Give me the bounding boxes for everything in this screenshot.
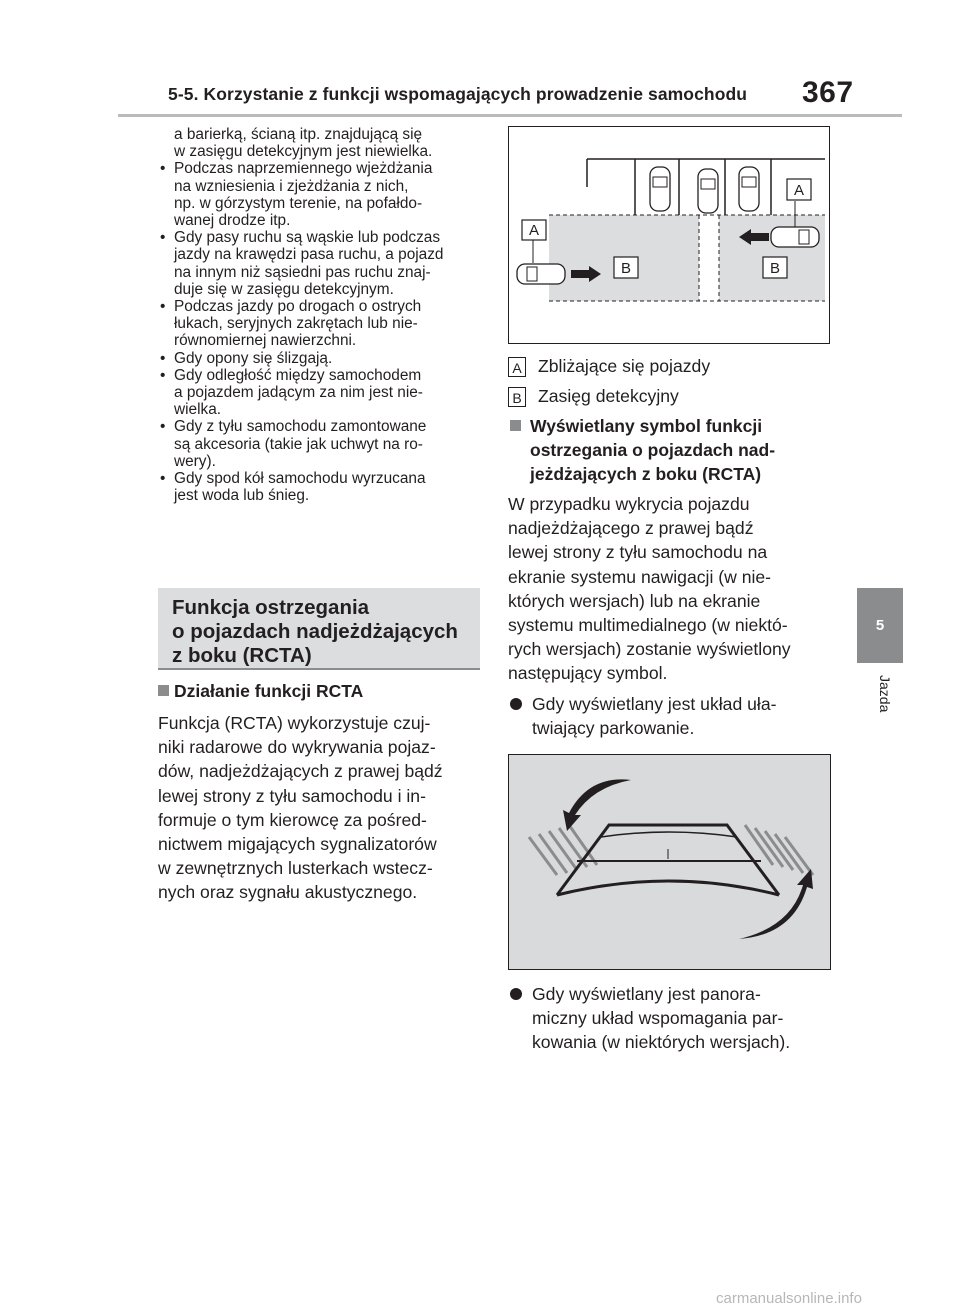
bullet-item: • Gdy spod kół samochodu wyrzucana jest woda lub śnieg. <box>160 470 426 505</box>
page-number: 367 <box>802 76 854 109</box>
callout-a-right <box>787 179 811 200</box>
subheading-rcta-operation: Działanie funkcji RCTA <box>158 681 363 702</box>
round-bullet-icon <box>510 988 522 1000</box>
bullet-marker: • <box>160 366 166 384</box>
chapter-label: Jazda <box>877 675 893 713</box>
right-warning-stripes <box>745 825 813 875</box>
square-bullet-icon <box>510 420 521 431</box>
rcta-description: Funkcja (RCTA) wykorzystuje czuj- niki radarowe do wykrywania pojaz- dów, nadjeżdżających z prawej bądź lewej strony z tyłu samochodu i in- formuje o tym kierowcę za pośred- nictwem migających sygnalizatorów w zewnętrznych lusterkach wstecz- nych oraz sygnału akustycznego. <box>158 713 443 903</box>
conditions-list <box>158 126 480 504</box>
square-bullet-icon <box>158 685 169 696</box>
rear-camera-screen <box>508 754 831 970</box>
callout-b-right <box>763 257 787 278</box>
svg-text:A: A <box>793 182 805 199</box>
approaching-car-right <box>771 227 819 247</box>
round-bullet-icon <box>510 698 522 710</box>
bullet-marker: • <box>160 418 166 436</box>
running-header: 5-5. Korzystanie z funkcji wspomagających prowadzenie samochodu <box>168 84 748 104</box>
chapter-tab[interactable]: 5 <box>857 588 903 663</box>
bullet-panoramic-monitor: Gdy wyświetlany jest panora- miczny układ wspomagania par- kowania (w niektórych wersjach). <box>508 982 830 1054</box>
legend-key: A <box>508 357 526 377</box>
legend-item-a: A Zbliżające się pojazdy <box>508 355 710 377</box>
rcta-symbol-description: W przypadku wykrycia pojazdu nadjeżdżającego z prawej bądź lewej strony z tyłu samochodu na ekranie systemu nawigacji (w nie- których wersjach) lub na ekranie systemu multimedialnego (w niektó- rych wersjach) zostanie wyświetlony następujący symbol. <box>508 494 791 684</box>
bullet-item: • Gdy z tyłu samochodu zamontowane są akcesoria (takie jak uchwyt na ro- wery). <box>160 418 427 470</box>
bullet-item: • Podczas jazdy po drogach o ostrych łukach, seryjnych zakrętach lub nie- równomiernej nawierzchni. <box>160 298 422 350</box>
rcta-detection-diagram <box>508 126 830 344</box>
parked-car <box>739 167 759 211</box>
callout-b-left <box>614 257 638 278</box>
curved-arrow-icon <box>563 779 631 831</box>
bullet-item: • Podczas naprzemiennego wjeżdżania na wzniesienia i zjeżdżania z nich, np. w górzystym terenie, na pofałdo- wanej drodze itp. <box>160 160 433 230</box>
parking-diagram-svg <box>509 127 829 343</box>
list-item: w zasięgu detekcyjnym jest niewielka. <box>174 143 433 161</box>
section-title: Funkcja ostrzegania o pojazdach nadjeżdżających z boku (RCTA) <box>172 596 458 667</box>
bullet-item: • Gdy opony się ślizgają. <box>160 349 333 367</box>
header-divider <box>118 114 902 117</box>
left-warning-stripes <box>529 825 597 875</box>
parked-car <box>698 169 718 213</box>
watermark: carmanualsonline.info <box>716 1290 862 1307</box>
bullet-item: • Gdy odległość między samochodem a pojazdem jadącym za nim jest nie- wielka. <box>160 366 423 419</box>
section-title-box <box>158 588 480 670</box>
bullet-marker: • <box>160 298 166 316</box>
approaching-car-left <box>517 264 565 284</box>
parked-car <box>650 167 670 211</box>
callout-a-left <box>522 220 546 240</box>
bullet-marker: • <box>160 349 166 367</box>
list-item: a barierką, ścianą itp. znajdującą się <box>174 126 423 143</box>
legend-item-b: B Zasięg detekcyjny <box>508 385 679 407</box>
svg-text:A: A <box>528 222 540 239</box>
bullet-marker: • <box>160 160 166 178</box>
bullet-marker: • <box>160 229 166 247</box>
subheading-rcta-symbol: Wyświetlany symbol funkcji ostrzegania o pojazdach nad- jeżdżających z boku (RCTA) <box>508 414 838 486</box>
bullet-parking-assist: Gdy wyświetlany jest układ uła- twiający parkowanie. <box>508 692 830 740</box>
legend-key: B <box>508 387 526 407</box>
rear-view-svg <box>509 755 830 969</box>
svg-text:B: B <box>769 260 781 277</box>
bullet-marker: • <box>160 470 166 488</box>
svg-text:B: B <box>620 260 632 277</box>
bullet-item: • Gdy pasy ruchu są wąskie lub podczas jazdy na krawędzi pasa ruchu, a pojazd na innym niż sąsiedni pas ruchu znaj- duje się w zasięgu detekcyjnym. <box>160 229 444 298</box>
curved-arrow-icon <box>739 869 813 939</box>
